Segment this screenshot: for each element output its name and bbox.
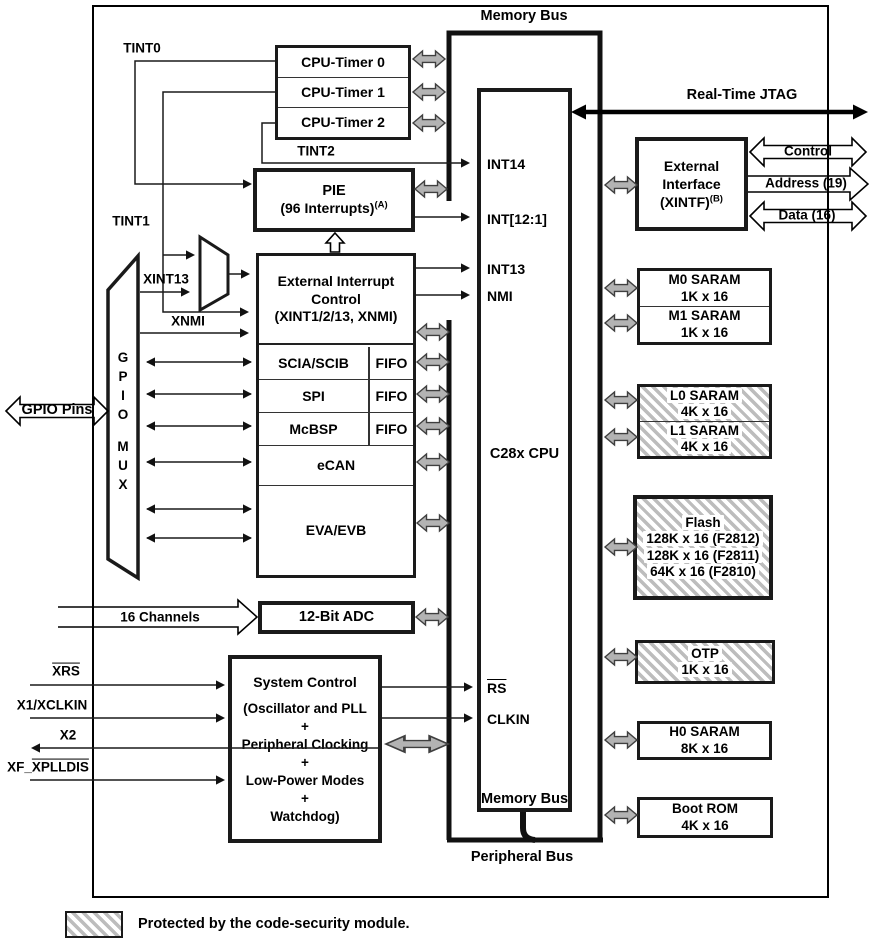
otp-bus-arrow-icon [605,649,637,665]
flash-name: Flash [682,515,723,530]
adc-bus-arrow-icon [416,609,448,625]
x1-xclkin-label: X1/XCLKIN [16,697,88,713]
flash-bus-arrow-icon [605,539,637,555]
cpu-int14-label: INT14 [487,156,526,172]
control-label: Control [784,143,832,159]
l1-bus-arrow-icon [605,429,637,445]
l1-name: L1 SARAM [667,423,742,438]
sysctl-line: + [301,754,309,770]
peripheral-bus-label: Peripheral Bus [470,849,574,866]
gpio-pins-label: GPIO Pins [21,402,93,419]
mcbsp-bus-arrow-icon [417,418,449,434]
ext-int-line3: (XINT1/2/13, XNMI) [274,308,398,325]
spi-bus-arrow-icon [417,386,449,402]
tint0-label: TINT0 [123,40,161,56]
eva-bus-arrow-icon [417,515,449,531]
scia-bus-arrow-icon [417,354,449,370]
spi-fifo-label: FIFO [368,380,413,412]
sysctl-line: (Oscillator and PLL [243,700,367,716]
tint0-wire [135,61,275,184]
xnmi-label: XNMI [171,313,205,329]
extint-bus-arrow-icon [417,324,449,340]
cpu-clkin-label: CLKIN [487,711,530,727]
sysctl-line: Watchdog) [270,808,340,824]
jtag-right-arrowhead [853,105,868,120]
l1-size: 4K x 16 [678,439,731,454]
adc-label: 12-Bit ADC [298,609,375,625]
cpu-int12-label: INT[12:1] [487,211,547,227]
footnote-a: (A) [374,199,388,211]
xrs-label: $\overline{XRS}$ [52,663,80,679]
sysctl-line: + [301,718,309,734]
data-label: Data (16) [778,207,836,223]
h0-size: 8K x 16 [680,740,729,756]
tint2-label: TINT2 [297,143,335,159]
timer1-bus-arrow-icon [413,84,445,100]
m0-bus-arrow-icon [605,280,637,296]
jtag-left-arrowhead [571,105,586,120]
xintf-line1: External [663,158,720,174]
m1-name: M1 SARAM [668,308,741,323]
boot-rom-size: 4K x 16 [681,817,729,833]
xintf-bus-arrow-icon [605,177,637,193]
l0-bus-arrow-icon [605,392,637,408]
cpu-memory-bus-label: Memory Bus [480,791,569,807]
h0-name: H0 SARAM [669,724,740,739]
l0-name: L0 SARAM [667,388,742,403]
cpu-timer2-label: CPU-Timer 2 [301,114,385,130]
cpu-rs-label: $\overline{RS}$ [487,680,507,696]
ecan-bus-arrow-icon [417,454,449,470]
mcbsp-label: McBSP [289,421,338,437]
tint1-label: TINT1 [112,213,150,229]
flash-size-f2811: 128K x 16 (F2811) [644,548,763,563]
eva-evb-label: EVA/EVB [305,522,367,538]
xintf-line2: Interface [662,176,721,192]
cpu-nmi-label: NMI [487,288,513,304]
pie-title: PIE [322,183,346,199]
boot-rom-name: Boot ROM [672,801,738,816]
sysctl-line: Low-Power Modes [245,772,365,788]
mcbsp-fifo-label: FIFO [368,413,413,445]
memory-bus-top-label: Memory Bus [480,8,568,25]
pie-subtitle: (96 Interrupts)$^{(A)}$ [280,199,388,216]
legend-text: Protected by the code-security module. [138,916,410,932]
ecan-label: eCAN [316,457,356,473]
memory-bus-bar [449,33,600,840]
otp-size: 1K x 16 [678,662,731,677]
arrowheads [31,158,473,784]
jtag-label: Real-Time JTAG [686,87,798,104]
address-label: Address (19) [765,175,847,191]
cpu-name-label: C28x CPU [489,446,560,462]
x2-label: X2 [59,727,77,743]
gpio-mux-label: G P I O M U X [117,350,129,492]
jtag-bus [571,105,868,120]
flash-size-f2812: 128K x 16 (F2812) [643,531,762,546]
cpu-timer0-label: CPU-Timer 0 [301,54,385,70]
otp-name: OTP [688,646,722,661]
boot-bus-arrow-icon [605,807,637,823]
l0-size: 4K x 16 [678,404,731,419]
m1-size: 1K x 16 [680,324,729,340]
signal-wires [30,61,467,780]
m0-name: M0 SARAM [668,272,741,287]
m1-bus-arrow-icon [605,315,637,331]
scia-label: SCIA/SCIB [278,355,349,371]
scia-fifo-label: FIFO [368,347,413,379]
h0-bus-arrow-icon [605,732,637,748]
cpu-timer1-label: CPU-Timer 1 [301,84,385,100]
cpu-int13-label: INT13 [487,261,526,277]
pie-bus-arrow-icon [415,181,447,197]
sysctl-bus-arrow-icon [386,736,448,752]
xf-xplldis-label: XF_XPLLDIS [7,759,89,775]
cpu-bus-neck [523,812,535,840]
interrupt-mux-shape [200,237,228,310]
timer2-bus-arrow-icon [413,115,445,131]
sysctl-line: + [301,790,309,806]
sysctl-line: Peripheral Clocking [241,736,369,752]
m0-size: 1K x 16 [680,288,729,304]
xint13-label: XINT13 [143,271,189,287]
spi-label: SPI [302,388,325,404]
ext-int-line1: External Interrupt [277,273,395,290]
timer0-bus-arrow-icon [413,51,445,67]
extint-to-pie-arrow [326,233,344,252]
tint2-wire [262,123,464,163]
xintf-line3: (XINTF)$^{(B)}$ [660,193,723,210]
flash-size-f2810: 64K x 16 (F2810) [647,564,759,579]
16-channels-label: 16 Channels [120,609,200,625]
sysctl-line: System Control [253,673,357,690]
ext-int-line2: Control [311,290,361,307]
footnote-b: (B) [709,193,723,205]
